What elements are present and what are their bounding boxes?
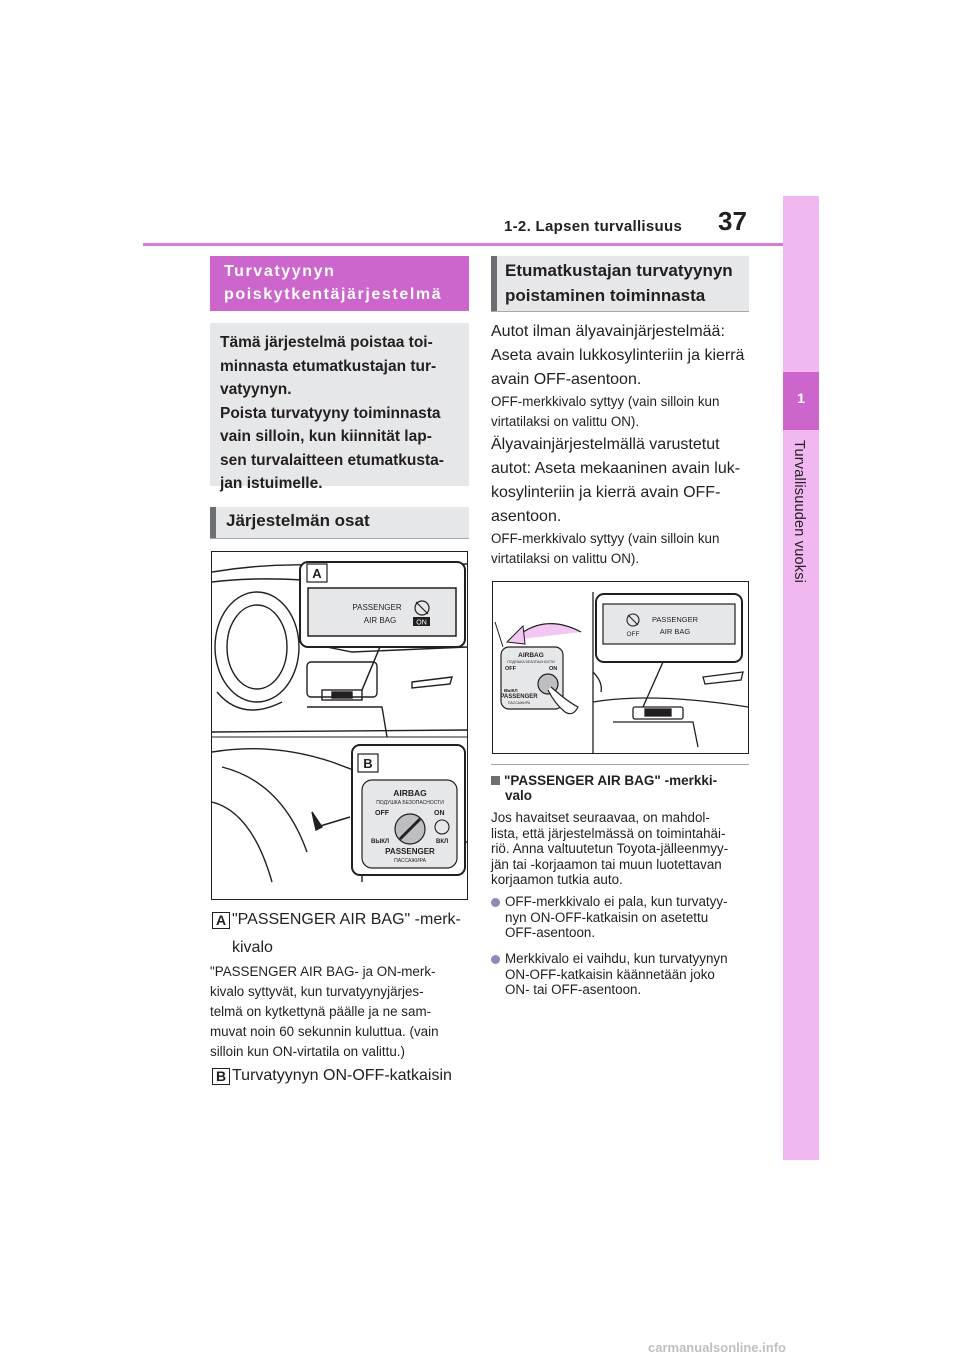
item-a-description — [210, 962, 475, 1062]
note-line: minnasta etumatkustajan tur- — [220, 357, 437, 375]
square-bullet-icon — [491, 776, 500, 785]
desc-line: muvat noin 60 sekunnin kuluttua. (vain — [210, 1024, 439, 1039]
title-line: valo — [505, 788, 533, 803]
key-switch-illustration — [492, 581, 749, 754]
switch-off-ru-text: ВЫКЛ — [371, 839, 390, 845]
item-a-label: A — [212, 912, 230, 929]
switch-on-ru-text: ВКЛ — [436, 839, 449, 845]
indicator-airbag-text: AIR BAG — [659, 627, 691, 636]
text-line: korjaamon tutkia auto. — [491, 872, 623, 887]
item-a-title-line: "PASSENGER AIR BAG" -merk- — [232, 911, 461, 928]
switch-on-text: ON — [549, 666, 558, 672]
text-line: lista, että järjestelmässä on toimintahäi- — [491, 825, 726, 841]
switch-passenger-ru-text: ПАССАЖИРА — [507, 701, 531, 705]
text-line: virtatilaksi on valittu ON). — [491, 551, 640, 566]
heading-line: poistaminen toiminnasta — [505, 286, 706, 305]
indicator-passenger-text: PASSENGER — [651, 615, 699, 624]
header-rule — [143, 243, 783, 246]
item-b-title: Turvatyynyn ON-OFF-katkaisin — [232, 1067, 452, 1084]
section-rule — [491, 764, 749, 765]
switch-turn-illustration — [493, 582, 748, 753]
bullet-icon — [491, 955, 500, 964]
watermark: carmanualsonline.info — [648, 1340, 786, 1355]
item-a-title — [232, 908, 461, 960]
text-line: OFF-asentoon. — [505, 925, 596, 940]
item-a-title-line: kivalo — [232, 939, 273, 956]
heading-line: Etumatkustajan turvatyynyn — [505, 261, 733, 280]
desc-line: kivalo syttyvät, kun turvatyynyjärjes- — [210, 984, 424, 999]
switch-off-ru-text: ВЫКЛ — [504, 688, 518, 693]
text-line: Merkkivalo ei vaihdu, kun turvatyynyn — [505, 951, 728, 966]
text-line: OFF-merkkivalo syttyy (vain silloin kun — [491, 531, 720, 546]
note-off-indicator-2 — [491, 529, 756, 569]
switch-passenger-text: PASSENGER — [500, 694, 538, 700]
note-line: Poista turvatyyny toiminnasta — [220, 404, 441, 422]
text-line: Jos havaitset seuraavaa, on mahdol- — [491, 810, 710, 825]
system-parts-illustration — [211, 551, 468, 900]
dashboard-illustration — [212, 552, 467, 899]
subheading-underline — [491, 311, 749, 312]
bullet-icon — [491, 898, 500, 907]
note-off-indicator-1 — [491, 392, 756, 432]
switch-passenger-ru-text: ПАССАЖИРА — [394, 858, 426, 864]
indicator-on-text: ON — [416, 619, 427, 627]
indicator-warning-text — [491, 810, 761, 888]
item-b-label: B — [212, 1068, 230, 1085]
switch-airbag-text: AIRBAG — [393, 788, 427, 798]
note-line: sen turvalaitteen etumatkusta- — [220, 451, 444, 469]
desc-line: silloin kun ON-virtatila on valittu.) — [210, 1044, 405, 1059]
callout-a-label: A — [312, 566, 322, 581]
subheading-underline — [210, 538, 469, 539]
heading-line: Turvatyynyn — [224, 263, 336, 280]
text-line: Aseta avain lukkosylinteriin ja kierrä — [491, 347, 745, 364]
page-number: 37 — [718, 206, 747, 236]
indicator-off-text: OFF — [626, 631, 640, 638]
text-line: OFF-merkkivalo syttyy (vain silloin kun — [491, 394, 720, 409]
text-line: ON- tai OFF-asentoon. — [505, 982, 642, 997]
side-tab-label-wrap — [783, 430, 819, 690]
indicator-warning-title — [491, 773, 761, 803]
text-line: asentoon. — [491, 508, 562, 525]
switch-on-text: ON — [434, 810, 445, 817]
indicator-airbag-text: AIR BAG — [363, 616, 397, 625]
title-line: "PASSENGER AIR BAG" -merkki- — [504, 773, 718, 788]
note-line: vain silloin, kun kiinnität lap- — [220, 428, 432, 445]
section-heading-disable-airbag — [491, 256, 749, 311]
switch-off-text: OFF — [375, 810, 389, 817]
switch-airbag-text: AIRBAG — [518, 652, 544, 659]
text-line: nyn ON-OFF-katkaisin on asetettu — [505, 909, 709, 925]
text-line: ON-OFF-katkaisin käännetään joko — [505, 966, 715, 982]
info-note-box — [210, 323, 469, 492]
switch-airbag-ru-text: ПОДУШКА БЕЗОПАСНОСТИ — [376, 800, 444, 806]
text-line: OFF-merkkivalo ei pala, kun turvatyy- — [505, 894, 728, 909]
text-line: jän tai -korjaamon tai muun luotettavan — [491, 856, 722, 872]
instruction-no-smart-key — [491, 320, 761, 392]
bullet-item-2 — [505, 951, 765, 998]
text-line: kosylinteriin ja kierrä avain OFF- — [491, 484, 721, 501]
heading-line: poiskytkentäjärjestelmä — [224, 286, 443, 303]
instruction-smart-key — [491, 433, 761, 529]
note-line: Tämä järjestelmä poistaa toi- — [220, 334, 433, 351]
switch-passenger-text: PASSENGER — [385, 847, 435, 856]
subheading-system-parts: Järjestelmän osat — [210, 507, 469, 538]
text-line: Älyavainjärjestelmällä varustetut — [491, 436, 720, 453]
text-line: virtatilaksi on valittu ON). — [491, 414, 640, 429]
bullet-item-1 — [505, 894, 765, 941]
side-tab-number: 1 — [797, 390, 805, 406]
desc-line: telmä on kytkettynä päälle ja ne sam- — [210, 1004, 432, 1019]
indicator-passenger-text: PASSENGER — [352, 603, 402, 612]
note-line: vatyynyn. — [220, 381, 292, 398]
text-line: avain OFF-asentoon. — [491, 371, 642, 388]
desc-line: "PASSENGER AIR BAG- ja ON-merk- — [210, 964, 436, 979]
switch-airbag-ru-text: ПОДУШКА БЕЗОПАСНОСТИ — [507, 660, 555, 664]
side-tab-label: Turvallisuuden vuoksi — [791, 440, 807, 584]
switch-off-text: OFF — [505, 666, 516, 672]
section-heading-deactivation — [210, 256, 469, 311]
text-line: riö. Anna valtuutetun Toyota-jälleenmyy- — [491, 841, 729, 856]
text-line: autot: Aseta mekaaninen avain luk- — [491, 460, 741, 477]
section-title: 1-2. Lapsen turvallisuus — [504, 218, 683, 235]
callout-b-label: B — [363, 756, 373, 771]
text-line: Autot ilman älyavainjärjestelmää: — [491, 323, 725, 340]
note-line: jan istuimelle. — [220, 475, 323, 492]
